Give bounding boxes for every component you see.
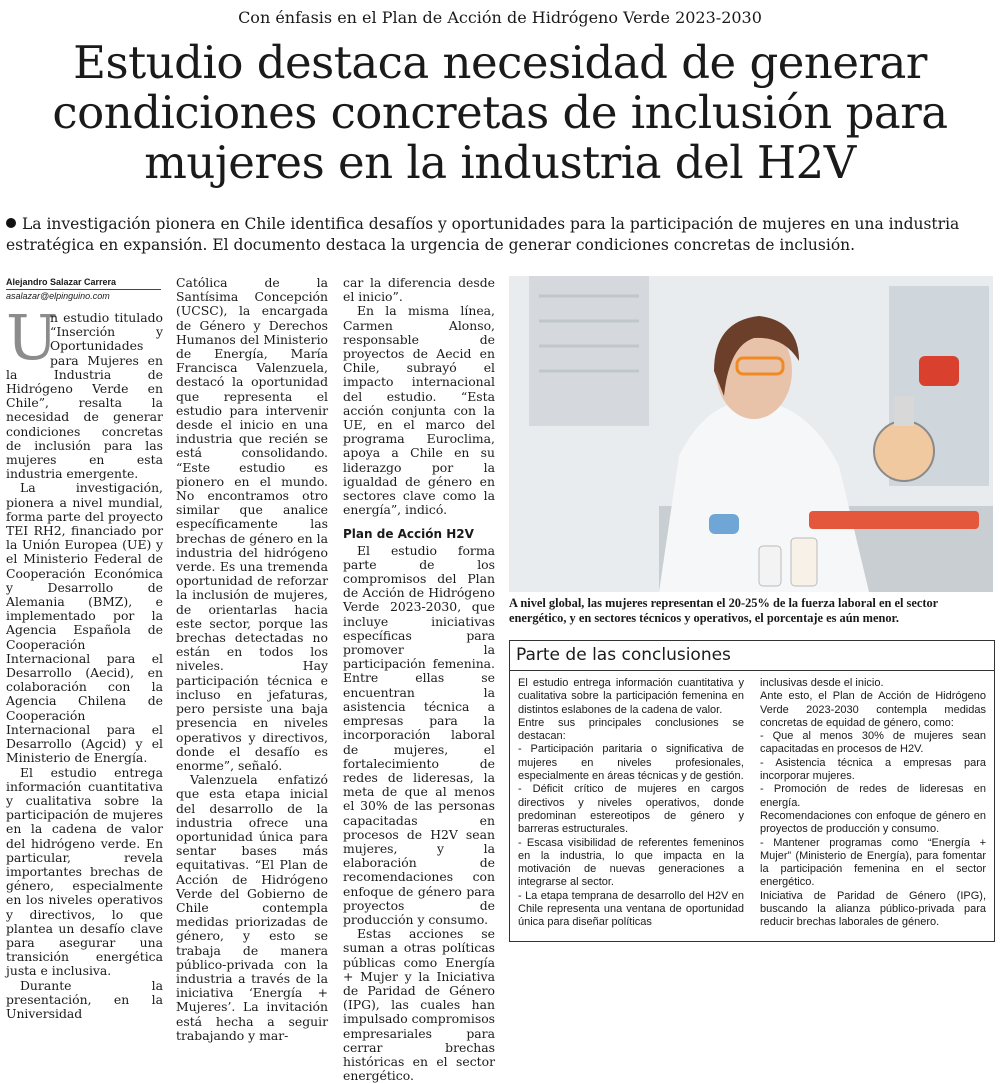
box-item: Entre sus principales conclusiones se destacan: [518, 716, 744, 743]
box-item: Iniciativa de Paridad de Género (IPG), buscando la alianza público-privada para reducir brechas laborales de género. [760, 889, 986, 929]
paragraph: El estudio forma parte de los compromisos del Plan de Acción de Hidrógeno Verde 2023-2030, que incluye iniciativas específicas para promover la participación femenina. Entre ellas se encuentran la asistencia técnica a empresas para la incorporación laboral de mujeres, el fortalecimiento de redes de lideresas, la meta de que al menos el 30% de las personas capacitadas en procesos de H2V sean mujeres, y la elaboración de recomendaciones con enfoque de género para proyectos de producción y consumo. [343, 542, 495, 927]
box-item: - Promoción de redes de lideresas en energía. [760, 783, 986, 809]
byline [6, 276, 161, 302]
box-item: - Escasa visibilidad de referentes femeninos en la industria, lo que impacta en la motivación de nuevas generaciones a integrarse al sector. [518, 836, 744, 889]
box-item: Ante esto, el Plan de Acción de Hidrógeno Verde 2023-2030 contempla medidas concretas de equidad de género, como: [760, 690, 986, 729]
paragraph: Estas acciones se suman a otras políticas públicas como Energía + Mujer y la Iniciativa de Paridad de Género (IPG), las cuales han impulsado compromisos empresariales para cerrar brechas históricas en el sector energético. [343, 926, 496, 1083]
paragraph: Valenzuela enfatizó que esta etapa inicial del desarrollo de la industria ofrece una oportunidad única para sentar bases más equitativas. “El Plan de Acción de Hidrógeno Verde del Gobierno de Chile contempla medidas priorizadas de género, y esto se trabaja de manera público-privada con la industria a través de la iniciativa ‘Energía + Mujeres’. La invitación está hecha a seguir trabajando y mar- [176, 772, 328, 1043]
box-column-1 [518, 677, 744, 930]
box-item: - Que al menos 30% de mujeres sean capacitadas en procesos de H2V. [760, 730, 986, 756]
photo-caption: A nivel global, las mujeres representan el 20-25% de la fuerza laboral en el sector energético, y en sectores técnicos y operativos, el porcentaje es aún menor. [509, 596, 938, 625]
lab-scientist-photo [509, 276, 993, 592]
headline: Estudio destaca necesidad de generar condiciones concretas de inclusión para mujeres en la industria del H2V [52, 36, 948, 189]
article-column-3 [343, 276, 495, 1083]
deck [6, 214, 991, 256]
bullet-icon [6, 218, 16, 228]
paragraph: El estudio entrega información cuantitativa y cualitativa sobre la participación de mujeres en la cadena de valor del hidrógeno verde. En particular, revela importantes brechas de género, especialmente en los niveles operativos y directivos, lo que plantea un desafío clave para asegurar una transición energética justa e inclusiva. [6, 764, 163, 979]
box-item: - La etapa temprana de desarrollo del H2V en Chile representa una ventana de oportunidad única para diseñar políticas [518, 889, 744, 929]
box-item: - Asistencia técnica a empresas para incorporar mujeres. [760, 756, 986, 783]
author-name: Alejandro Salazar Carrera [6, 276, 161, 290]
paragraph: En la misma línea, Carmen Alonso, responsable de proyectos de Aecid en Chile, subrayó el impacto internacional del estudio. “Esta acción conjunta con la UE, en el marco del programa Euroclima, apoya a Chile en su liderazgo por la igualdad de género en sectores clave como la energía”, indicó. [343, 303, 495, 518]
paragraph: U n estudio titulado “Inserción y Oportunidades para Mujeres en la Industria de Hidrógeno Verde en Chile”, resalta la necesidad de generar condiciones concretas de inclusión para las mujeres en esta industria emergente. [6, 301, 163, 482]
box-item: Recomendaciones con enfoque de género en proyectos de producción y consumo. [760, 809, 986, 836]
conclusions-box [509, 640, 995, 942]
paragraph: car la diferencia desde el inicio”. [343, 275, 495, 305]
box-item: - Déficit crítico de mujeres en cargos directivos y niveles operativos, donde predominan estereotipos de género y barreras estructurales. [518, 783, 744, 836]
paragraph: Católica de la Santísima Concepción (UCSC), la encargada de Género y Derechos Humanos del Ministerio de Energía, María Francisca Valenzuela, destacó la oportunidad que representa el estudio para intervenir desde el inicio en una industria que recién se está consolidando. “Este estudio es pionero en el mundo. No encontramos otro similar que analice específicamente las brechas de género en la industria del hidrógeno verde. Es una tremenda oportunidad de reforzar la inclusión de mujeres, de orientarlas hacia este sector, porque las brechas detectadas no están en todos los niveles. Hay participación técnica e incluso en jefaturas, pero persiste una baja presencia en niveles operativos y directivos, donde el desafío es enorme”, señaló. [176, 275, 328, 773]
divider [510, 670, 994, 671]
box-item: inclusivas desde el inicio. [760, 677, 884, 689]
box-item: El estudio entrega información cuantitativa y cualitativa sobre la participación femenina en distintos eslabones de la cadena de valor. [518, 677, 744, 716]
box-column-2 [760, 677, 986, 930]
photo-illustration [509, 276, 993, 592]
box-item: - Participación paritaria o significativa de mujeres en niveles profesionales, especialmente en áreas técnicas y de gestión. [518, 743, 744, 783]
box-item: - Mantener programas como “Energía + Mujer” (Ministerio de Energía), para fomentar la participación femenina en el sector energético. [760, 836, 986, 889]
paragraph: Durante la presentación, en la Universidad [6, 977, 163, 1021]
deck-text: La investigación pionera en Chile identifica desafíos y oportunidades para la participación de mujeres en una industria estratégica en expansión. El documento destaca la urgencia de generar condiciones concretas de inclusión. [6, 215, 960, 254]
author-email[interactable]: asalazar@elpinguino.com [6, 291, 110, 301]
box-title: Parte de las conclusiones [516, 645, 731, 665]
subheading: Plan de Acción H2V [343, 527, 474, 542]
dropcap: U [6, 301, 59, 374]
article-column-1 [6, 301, 163, 1021]
paragraph: La investigación, pionera a nivel mundial, forma parte del proyecto TEI RH2, financiado por la Unión Europea (UE) y el Ministerio Federal de Cooperación Económica y Desarrollo de Alemania (BMZ), e implementado por la Agencia Española de Cooperación Internacional para el Desarrollo (Aecid), en colaboración con la Agencia Chilena de Cooperación Internacional para el Desarrollo (Agcid) y el Ministerio de Energía. [6, 480, 163, 766]
kicker: Con énfasis en el Plan de Acción de Hidrógeno Verde 2023-2030 [238, 8, 762, 27]
article-column-2 [176, 276, 328, 1043]
